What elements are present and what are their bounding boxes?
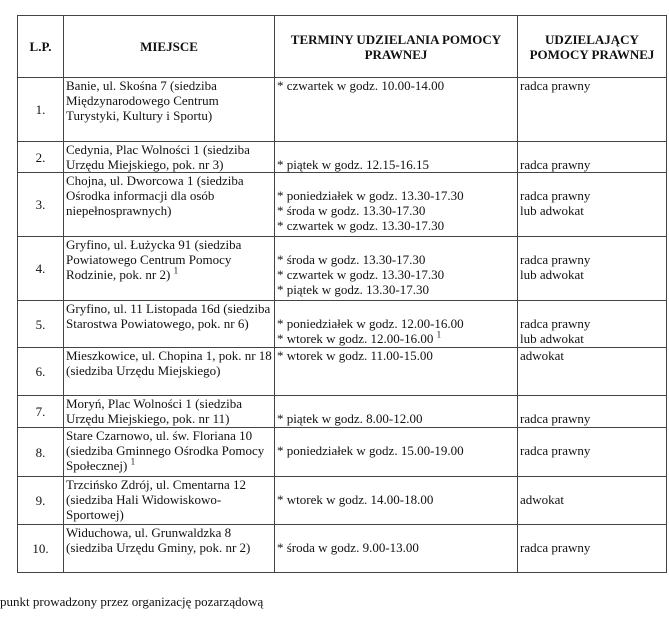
term-text: * środa w godz. 13.30-17.30 — [277, 203, 426, 218]
term-text: * piątek w godz. 8.00-12.00 — [277, 411, 423, 426]
row-place — [64, 428, 275, 477]
term-line — [277, 492, 515, 507]
term-line — [277, 540, 515, 555]
term-text: * środa w godz. 13.30-17.30 — [277, 252, 426, 267]
provider-text: radca prawny — [520, 252, 591, 267]
term-line — [277, 443, 515, 458]
provider-text: radca prawny — [520, 540, 591, 555]
term-text: * poniedziałek w godz. 12.00-16.00 — [277, 316, 464, 331]
row-provider — [518, 477, 667, 525]
row-number: 5. — [18, 301, 64, 348]
term-line — [277, 411, 515, 426]
row-provider — [518, 173, 667, 237]
place-text: Banie, ul. Skośna 7 (siedziba Międzynarodowego Centrum Turystyki, Kultury i Sportu) — [66, 78, 219, 123]
term-text: * poniedziałek w godz. 13.30-17.30 — [277, 188, 464, 203]
term-text: * czwartek w godz. 13.30-17.30 — [277, 218, 445, 233]
row-terms — [275, 525, 518, 573]
header-lp: L.P. — [18, 16, 64, 78]
provider-text: adwokat — [520, 348, 565, 363]
provider-text: lub adwokat — [520, 203, 584, 218]
header-row — [18, 16, 667, 78]
row-number: 4. — [18, 237, 64, 301]
row-provider — [518, 301, 667, 348]
provider-text: radca prawny — [520, 78, 591, 93]
row-provider — [518, 396, 667, 428]
provider-text: radca prawny — [520, 411, 591, 426]
footnote-text: punkt prowadzony przez organizację pozarządową — [0, 594, 264, 609]
term-line — [277, 348, 515, 363]
row-place — [64, 142, 275, 173]
row-number: 6. — [18, 348, 64, 396]
row-number: 7. — [18, 396, 64, 428]
term-text: * piątek w godz. 12.15-16.15 — [277, 157, 430, 172]
footnote — [0, 594, 263, 610]
provider-text: lub adwokat — [520, 267, 584, 282]
place-text: Trzcińsko Zdrój, ul. Cmentarna 12 (siedziba Hali Widowiskowo-Sportowej) — [66, 477, 247, 522]
table-row — [18, 428, 667, 477]
row-number: 3. — [18, 173, 64, 237]
term-text: * poniedziałek w godz. 15.00-19.00 — [277, 443, 464, 458]
provider-text: radca prawny — [520, 443, 591, 458]
place-text: Moryń, Plac Wolności 1 (siedziba Urzędu Miejskiego, pok. nr 11) — [66, 396, 242, 426]
row-place — [64, 301, 275, 348]
place-text: Widuchowa, ul. Grunwaldzka 8 (siedziba Urzędu Gminy, pok. nr 2) — [66, 525, 251, 555]
table-row — [18, 237, 667, 301]
table-body — [18, 78, 667, 573]
row-place — [64, 525, 275, 573]
row-number: 10. — [18, 525, 64, 573]
term-line — [277, 188, 515, 203]
row-number: 2. — [18, 142, 64, 173]
term-line — [277, 267, 515, 282]
table-row — [18, 396, 667, 428]
place-text: Cedynia, Plac Wolności 1 (siedziba Urzędu Miejskiego, pok. nr 3) — [66, 142, 250, 172]
header-place: MIEJSCE — [64, 16, 275, 78]
table-row — [18, 348, 667, 396]
row-terms — [275, 301, 518, 348]
term-text: * wtorek w godz. 12.00-16.00 — [277, 331, 434, 346]
term-line — [277, 331, 515, 346]
row-provider — [518, 142, 667, 173]
term-text: * czwartek w godz. 10.00-14.00 — [277, 78, 445, 93]
term-line — [277, 316, 515, 331]
row-provider — [518, 428, 667, 477]
header-provider: UDZIELAJĄCY POMOCY PRAWNEJ — [518, 16, 667, 78]
table-row — [18, 173, 667, 237]
row-place — [64, 78, 275, 142]
row-terms — [275, 396, 518, 428]
term-text: * czwartek w godz. 13.30-17.30 — [277, 267, 445, 282]
row-number: 8. — [18, 428, 64, 477]
provider-text: radca prawny — [520, 316, 591, 331]
place-text: Gryfino, ul. Łużycka 91 (siedziba Powiatowego Centrum Pomocy Rodzinie, pok. nr 2) — [66, 237, 242, 282]
table-row — [18, 142, 667, 173]
term-line — [277, 218, 515, 233]
term-text: * piątek w godz. 13.30-17.30 — [277, 282, 430, 297]
row-place — [64, 173, 275, 237]
term-text: * wtorek w godz. 14.00-18.00 — [277, 492, 434, 507]
table-row — [18, 525, 667, 573]
term-line — [277, 252, 515, 267]
row-place — [64, 477, 275, 525]
row-number: 1. — [18, 78, 64, 142]
footnote-marker: 1 — [436, 329, 442, 340]
provider-text: radca prawny — [520, 157, 591, 172]
row-provider — [518, 78, 667, 142]
footnote-marker: 1 — [173, 265, 179, 276]
table-row — [18, 301, 667, 348]
row-place — [64, 348, 275, 396]
table-row — [18, 477, 667, 525]
footnote-marker: 1 — [130, 456, 136, 467]
term-text: * środa w godz. 9.00-13.00 — [277, 540, 419, 555]
row-provider — [518, 348, 667, 396]
row-terms — [275, 173, 518, 237]
row-terms — [275, 348, 518, 396]
row-terms — [275, 78, 518, 142]
table-row — [18, 78, 667, 142]
legal-aid-table — [17, 15, 667, 573]
provider-text: adwokat — [520, 492, 565, 507]
term-line — [277, 78, 515, 93]
header-terms: TERMINY UDZIELANIA POMOCY PRAWNEJ — [275, 16, 518, 78]
place-text: Mieszkowice, ul. Chopina 1, pok. nr 18 (siedziba Urzędu Miejskiego) — [66, 348, 272, 378]
provider-text: lub adwokat — [520, 331, 584, 346]
row-place — [64, 396, 275, 428]
row-terms — [275, 237, 518, 301]
row-provider — [518, 525, 667, 573]
row-terms — [275, 477, 518, 525]
row-provider — [518, 237, 667, 301]
row-terms — [275, 142, 518, 173]
term-line — [277, 203, 515, 218]
row-terms — [275, 428, 518, 477]
provider-text: radca prawny — [520, 188, 591, 203]
term-text: * wtorek w godz. 11.00-15.00 — [277, 348, 433, 363]
term-line — [277, 282, 515, 297]
place-text: Chojna, ul. Dworcowa 1 (siedziba Ośrodka informacji dla osób niepełnosprawnych) — [66, 173, 244, 218]
place-text: Gryfino, ul. 11 Listopada 16d (siedziba Starostwa Powiatowego, pok. nr 6) — [66, 301, 271, 331]
place-text: Stare Czarnowo, ul. św. Floriana 10 (siedziba Gminnego Ośrodka Pomocy Społecznej) — [66, 428, 265, 473]
row-number: 9. — [18, 477, 64, 525]
row-place — [64, 237, 275, 301]
term-line — [277, 157, 515, 172]
